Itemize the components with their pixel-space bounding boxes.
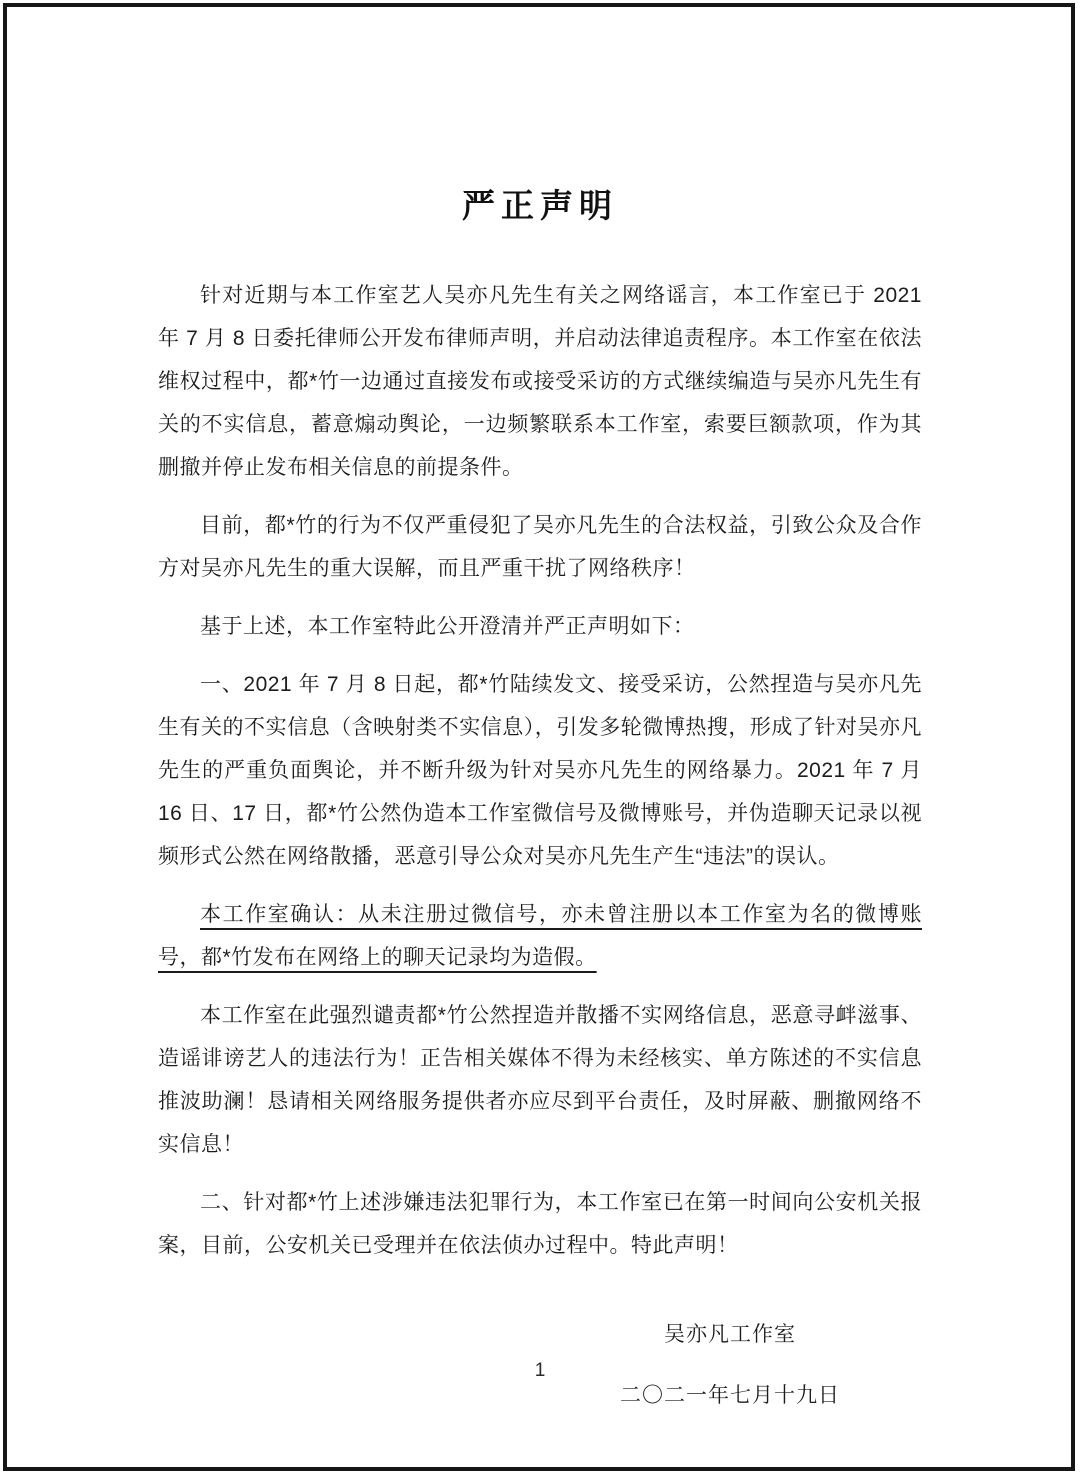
paragraph-item-two: 二、针对都*竹上述涉嫌违法犯罪行为，本工作室已在第一时间向公安机关报案，目前，公安机关已受理并在依法侦办过程中。特此声明！ xyxy=(158,1191,922,1257)
paragraph-declare-lead: 基于上述，本工作室特此公开澄清并严正声明如下： xyxy=(200,615,695,638)
document-body xyxy=(0,226,1080,1267)
signature-date: 二〇二一年七月十九日 xyxy=(620,1384,840,1407)
signature-studio-name: 吴亦凡工作室 xyxy=(664,1323,796,1346)
paragraph-harm: 目前，都*竹的行为不仅严重侵犯了吴亦凡先生的合法权益，引致公众及合作方对吴亦凡先生的重大误解，而且严重干扰了网络秩序！ xyxy=(158,514,922,580)
document-title: 严正声明 xyxy=(462,187,618,224)
paragraph-item-one: 一、2021 年 7 月 8 日起，都*竹陆续发文、接受采访，公然捏造与吴亦凡先生有关的不实信息（含映射类不实信息），引发多轮微博热搜，形成了针对吴亦凡先生的严重负面舆论，并不断升级为针对吴亦凡先生的网络暴力。2021 年 7 月 16 日、17 日，都*竹公然伪造本工作室微信号及微博账号，并伪造聊天记录以视频形式公然在网络散播，恶意引导公众对吴亦凡先生产生“违法”的误认。 xyxy=(158,673,922,868)
page-number: 1 xyxy=(534,1360,546,1381)
paragraph-intro: 针对近期与本工作室艺人吴亦凡先生有关之网络谣言，本工作室已于 2021 年 7 月 8 日委托律师公开发布律师声明，并启动法律追责程序。本工作室在依法维权过程中，都*竹一边通过直接发布或接受采访的方式继续编造与吴亦凡先生有关的不实信息，蓄意煽动舆论，一边频繁联系本工作室，索要巨额款项，作为其删撤并停止发布相关信息的前提条件。 xyxy=(158,284,922,479)
paragraph-confirmation-underlined: 本工作室确认：从未注册过微信号，亦未曾注册以本工作室为名的微博账号，都*竹发布在网络上的聊天记录均为造假。 xyxy=(158,903,922,969)
paragraph-condemn: 本工作室在此强烈谴责都*竹公然捏造并散播不实网络信息，恶意寻衅滋事、造谣诽谤艺人的违法行为！正告相关媒体不得为未经核实、单方陈述的不实信息推波助澜！恳请相关网络服务提供者亦应尽到平台责任，及时屏蔽、删撤网络不实信息！ xyxy=(158,1004,922,1156)
